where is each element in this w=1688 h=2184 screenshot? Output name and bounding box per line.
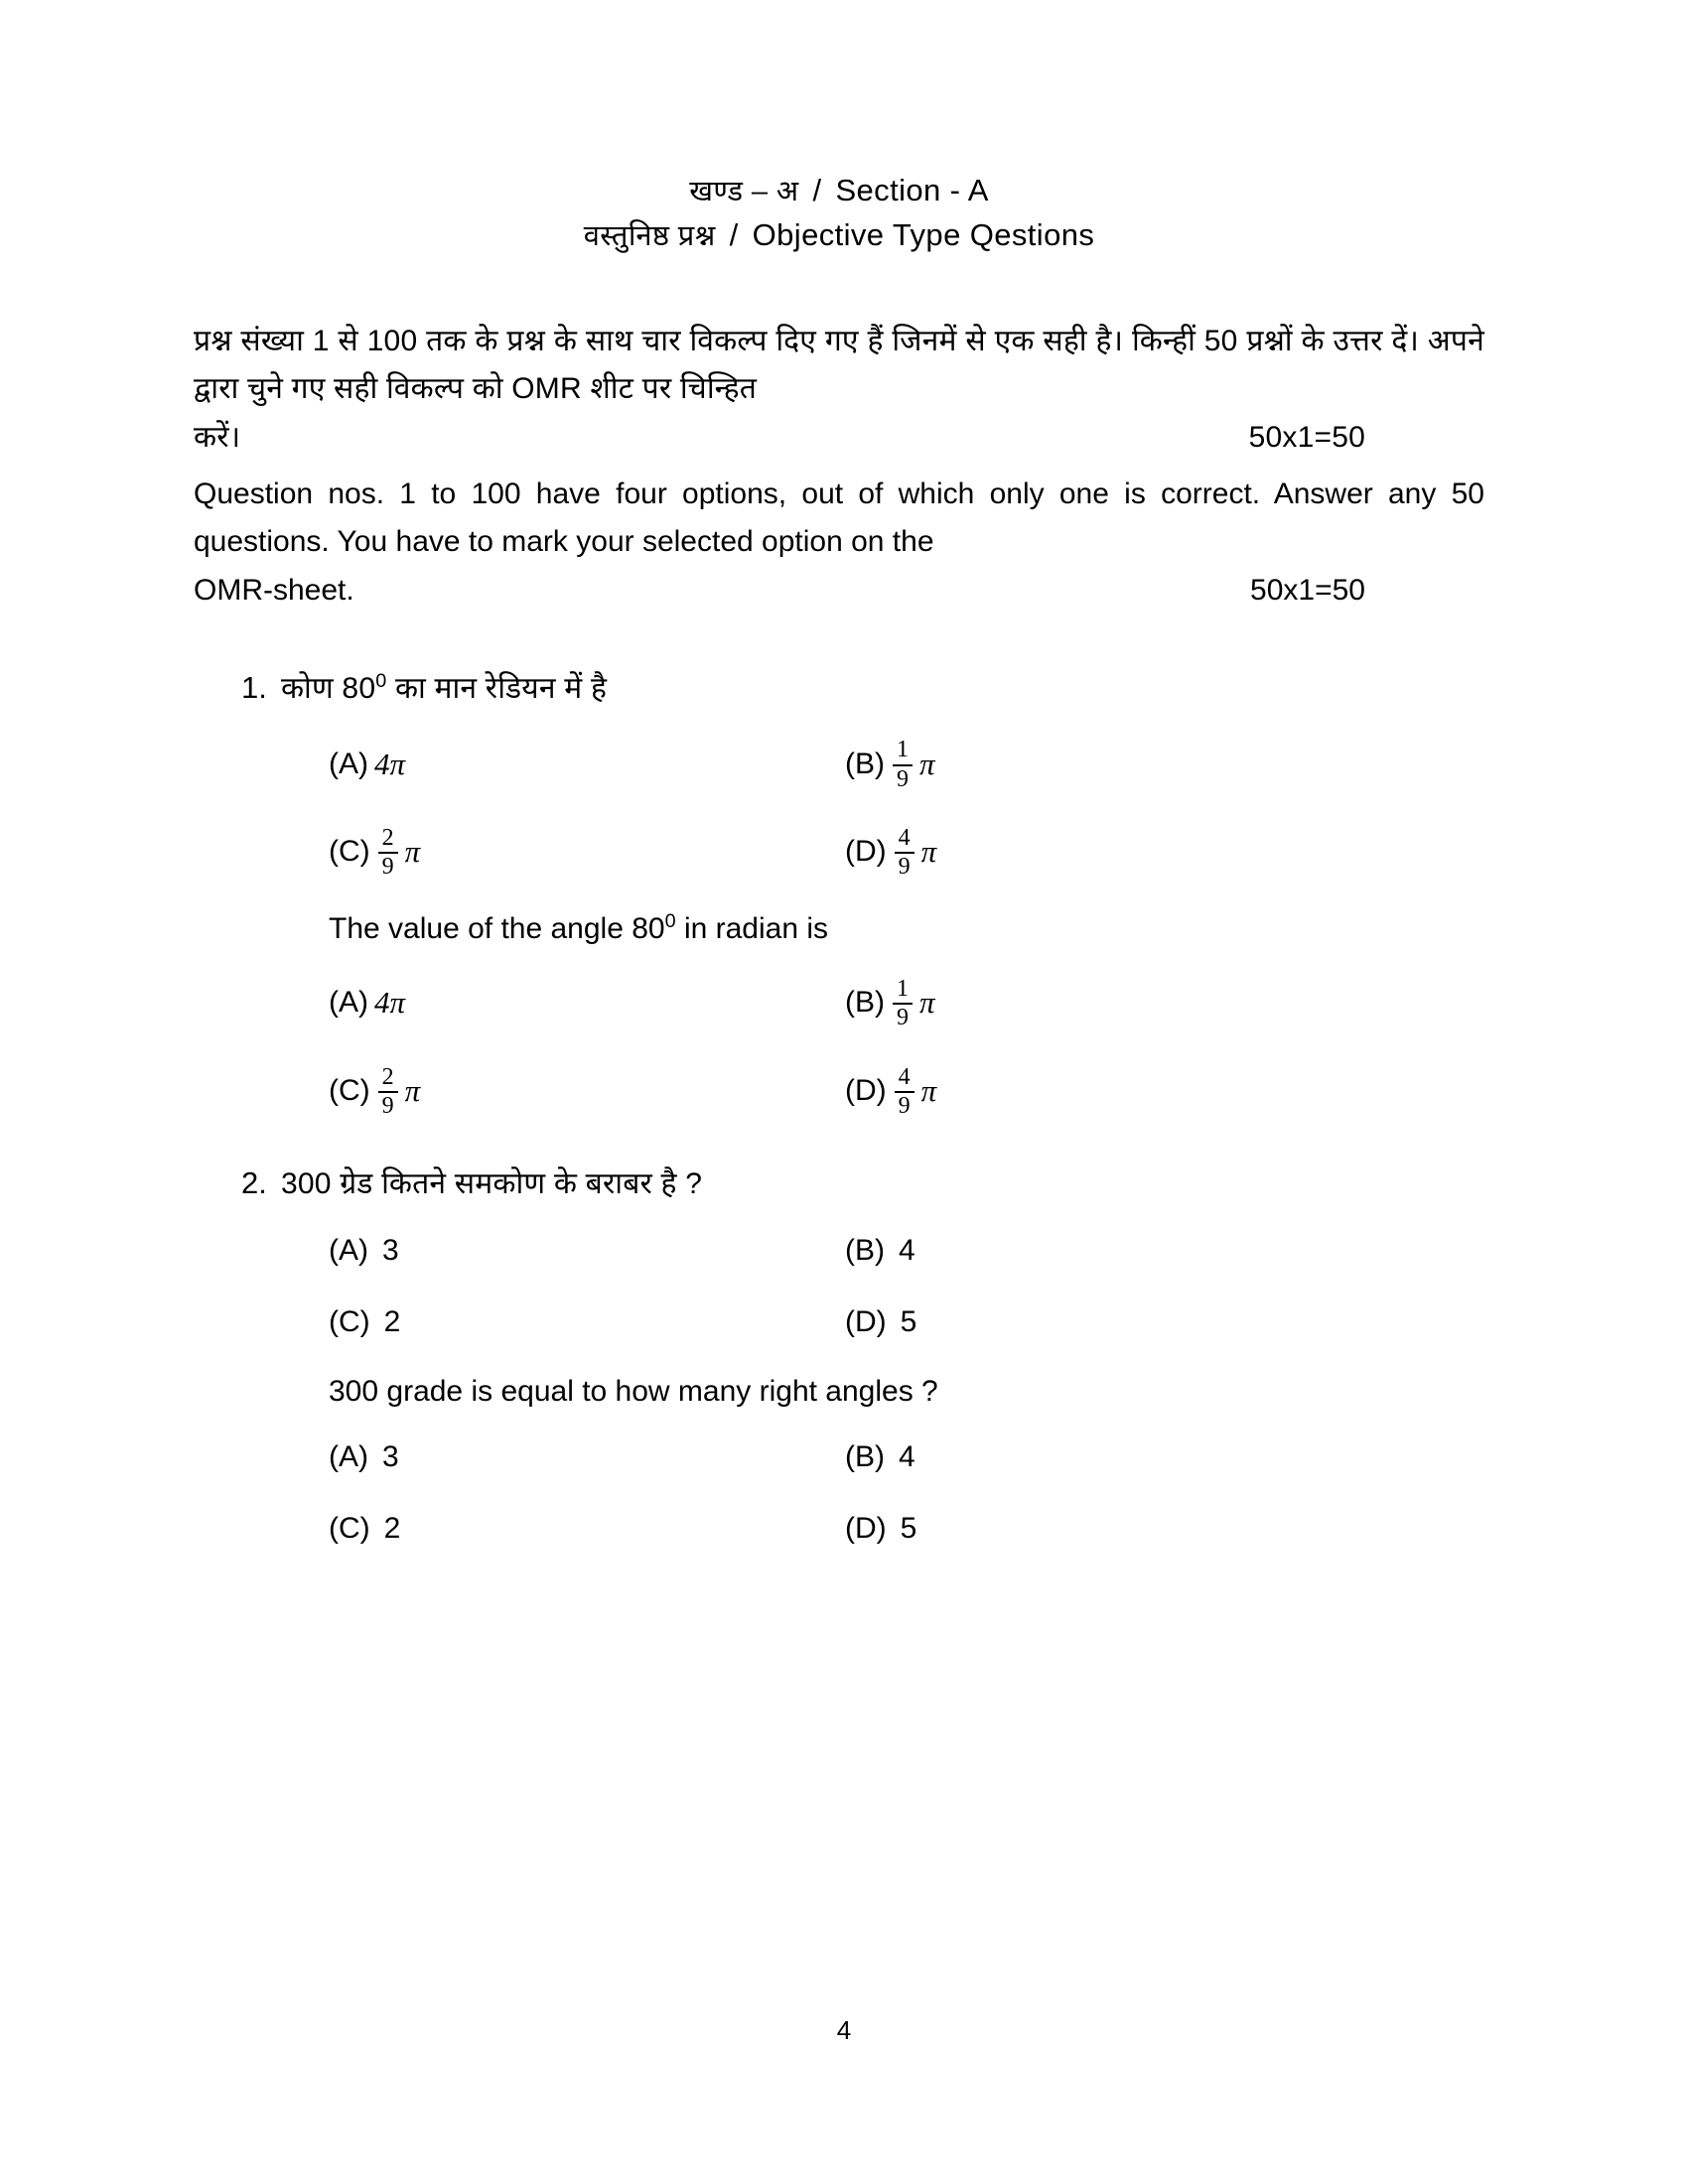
instructions-english bbox=[194, 471, 1484, 615]
option-c-label: (C) bbox=[329, 835, 370, 868]
option-c-value: 2 bbox=[383, 1304, 401, 1338]
option-row bbox=[329, 737, 1484, 790]
section-heading bbox=[194, 169, 1484, 258]
question-1-english-options bbox=[329, 976, 1484, 1118]
instructions-hindi-marks: 50x1=50 bbox=[1248, 421, 1365, 455]
option-b[interactable] bbox=[845, 1234, 1361, 1268]
fraction-denominator: 9 bbox=[898, 1092, 911, 1119]
question-2-number: 2. bbox=[241, 1164, 267, 1200]
page-content bbox=[194, 169, 1484, 1577]
option-b-label: (B) bbox=[845, 1233, 885, 1267]
fraction-denominator: 9 bbox=[381, 854, 394, 880]
fraction-denominator: 9 bbox=[897, 765, 909, 792]
option-a-value: 3 bbox=[382, 1233, 399, 1267]
option-d[interactable] bbox=[845, 1305, 1361, 1339]
option-d[interactable] bbox=[845, 825, 1361, 879]
option-a-value: 4 bbox=[374, 746, 390, 781]
instructions-hindi-last-line bbox=[194, 414, 1484, 463]
fraction-numerator: 4 bbox=[898, 824, 911, 851]
fraction-numerator: 2 bbox=[381, 1063, 394, 1090]
question-1-english-text bbox=[329, 912, 1484, 946]
option-a-label: (A) bbox=[329, 747, 368, 780]
instructions-english-marks: 50x1=50 bbox=[1250, 573, 1365, 607]
option-row bbox=[329, 976, 1484, 1029]
option-c-value: 2 bbox=[383, 1511, 401, 1545]
option-row bbox=[329, 1506, 1484, 1552]
section-heading-line-1 bbox=[194, 169, 1484, 213]
question-1 bbox=[194, 666, 1484, 1118]
pi-symbol: π bbox=[919, 746, 935, 781]
question-1-english-after: in radian is bbox=[675, 912, 829, 946]
instructions-hindi-tail: करें। bbox=[194, 421, 241, 455]
instructions-english-tail: OMR-sheet. bbox=[194, 573, 354, 607]
option-b-label: (B) bbox=[845, 1439, 885, 1473]
fraction-numerator: 1 bbox=[897, 737, 909, 763]
option-c[interactable] bbox=[329, 1512, 845, 1546]
question-2-hindi-options bbox=[329, 1228, 1484, 1345]
option-a-value: 3 bbox=[382, 1439, 399, 1473]
option-d-label: (D) bbox=[845, 1511, 887, 1545]
option-d-value: 5 bbox=[900, 1304, 917, 1338]
section-heading-separator-2: / bbox=[729, 216, 739, 252]
option-c[interactable] bbox=[329, 1305, 845, 1339]
option-row bbox=[329, 1228, 1484, 1274]
question-1-english-degree: 0 bbox=[664, 910, 676, 933]
section-heading-line-2 bbox=[194, 213, 1484, 258]
option-a-label: (A) bbox=[329, 1233, 368, 1267]
question-2-english-options bbox=[329, 1434, 1484, 1552]
option-a[interactable] bbox=[329, 1234, 845, 1268]
question-1-hindi-options bbox=[329, 737, 1484, 879]
instructions-hindi-body: प्रश्न संख्या 1 से 100 तक के प्रश्न के साथ चार विकल्प दिए गए हैं जिनमें से एक सही है। किन्हीं 50 प्रश्नों के उत्तर दें। अपने द्वारा चुने गए सही विकल्प को OMR शीट पर चिन्हित bbox=[194, 324, 1484, 406]
option-row bbox=[329, 1064, 1484, 1118]
option-b[interactable] bbox=[845, 976, 1361, 1029]
question-1-hindi-row bbox=[194, 666, 1484, 707]
fraction-denominator: 9 bbox=[381, 1092, 394, 1119]
section-subheading-hindi: वस्तुनिष्ठ प्रश्न bbox=[583, 219, 716, 252]
option-a[interactable] bbox=[329, 1440, 845, 1474]
option-row bbox=[329, 1434, 1484, 1480]
option-d-fraction bbox=[895, 1065, 914, 1119]
pi-symbol: π bbox=[920, 834, 937, 869]
instructions-block bbox=[194, 318, 1484, 615]
section-heading-hindi: खण्ड – अ bbox=[689, 176, 799, 207]
fraction-numerator: 4 bbox=[898, 1063, 911, 1090]
question-2 bbox=[194, 1161, 1484, 1552]
pi-symbol: π bbox=[404, 1072, 421, 1108]
option-d[interactable] bbox=[845, 1512, 1361, 1546]
option-b[interactable] bbox=[845, 1440, 1361, 1474]
question-1-hindi-after: का मान रेडियन में है bbox=[386, 672, 608, 706]
option-c-label: (C) bbox=[329, 1073, 370, 1107]
option-b-fraction bbox=[893, 738, 913, 791]
pi-symbol: π bbox=[389, 746, 406, 781]
fraction-numerator: 1 bbox=[897, 976, 909, 1003]
option-c[interactable] bbox=[329, 1064, 845, 1118]
section-heading-separator-1: / bbox=[812, 173, 822, 207]
instructions-english-last-line bbox=[194, 567, 1484, 615]
option-c-fraction bbox=[378, 1065, 398, 1119]
section-subheading-english: Objective Type Qestions bbox=[752, 216, 1095, 252]
option-d-value: 5 bbox=[900, 1511, 917, 1545]
question-1-hindi-degree: 0 bbox=[375, 670, 387, 693]
option-b[interactable] bbox=[845, 737, 1361, 790]
section-heading-english: Section - A bbox=[835, 173, 989, 207]
option-d-label: (D) bbox=[845, 835, 887, 868]
option-b-fraction bbox=[893, 977, 913, 1030]
option-b-label: (B) bbox=[845, 986, 885, 1020]
option-row bbox=[329, 1299, 1484, 1345]
question-2-hindi-row bbox=[194, 1161, 1484, 1202]
option-c-label: (C) bbox=[329, 1304, 370, 1338]
fraction-numerator: 2 bbox=[381, 824, 394, 851]
option-d-label: (D) bbox=[845, 1304, 887, 1338]
option-a-label: (A) bbox=[329, 1439, 368, 1473]
question-2-english-text: 300 grade is equal to how many right angles ? bbox=[329, 1374, 938, 1408]
pi-symbol: π bbox=[920, 1072, 937, 1108]
question-1-hindi-before: कोण 80 bbox=[281, 672, 376, 706]
option-a[interactable] bbox=[329, 747, 845, 782]
question-1-hindi-text bbox=[281, 666, 1484, 707]
option-d[interactable] bbox=[845, 1064, 1361, 1118]
option-d-fraction bbox=[895, 826, 914, 880]
instructions-hindi bbox=[194, 318, 1484, 463]
option-c[interactable] bbox=[329, 825, 845, 879]
fraction-denominator: 9 bbox=[898, 854, 911, 880]
page-number: 4 bbox=[836, 2015, 852, 2045]
option-a[interactable] bbox=[329, 985, 845, 1021]
option-c-label: (C) bbox=[329, 1511, 370, 1545]
option-a-label: (A) bbox=[329, 986, 368, 1020]
pi-symbol: π bbox=[919, 985, 935, 1021]
option-row bbox=[329, 825, 1484, 879]
pi-symbol: π bbox=[389, 985, 406, 1021]
option-c-fraction bbox=[378, 826, 398, 880]
question-1-english-before: The value of the angle 80 bbox=[329, 912, 665, 946]
question-2-hindi-text: 300 ग्रेड कितने समकोण के बराबर है ? bbox=[281, 1166, 703, 1200]
option-b-label: (B) bbox=[845, 747, 885, 780]
option-b-value: 4 bbox=[899, 1439, 915, 1473]
instructions-english-body: Question nos. 1 to 100 have four options, out of which only one is correct. Answer any 50 questions. You have to mark your selected option on the bbox=[194, 477, 1484, 559]
option-d-label: (D) bbox=[845, 1073, 887, 1107]
question-1-number: 1. bbox=[241, 670, 267, 706]
option-a-value: 4 bbox=[374, 985, 390, 1021]
fraction-denominator: 9 bbox=[897, 1005, 909, 1031]
pi-symbol: π bbox=[404, 834, 421, 869]
option-b-value: 4 bbox=[899, 1233, 915, 1267]
